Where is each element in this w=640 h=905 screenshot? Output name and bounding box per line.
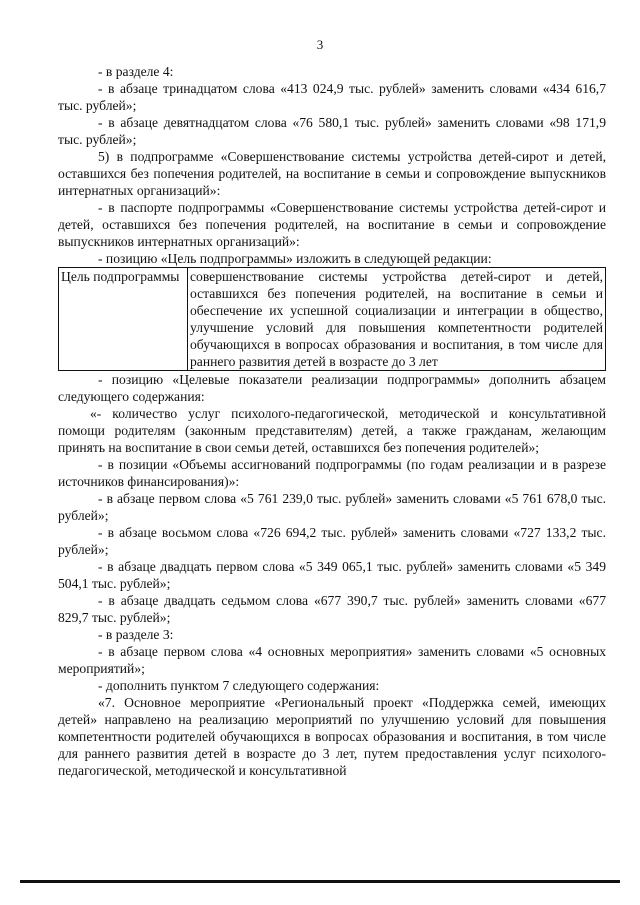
paragraph: - в абзаце двадцать седьмом слова «677 390,7 тыс. рублей» заменить словами «677 829,7 тыс. рублей»; xyxy=(58,593,606,625)
paragraph: - в абзаце двадцать первом слова «5 349 065,1 тыс. рублей» заменить словами «5 349 504,1 тыс. рублей»; xyxy=(58,559,606,591)
table-content-cell: совершенствование системы устройства детей-сирот и детей, оставшихся без попечения родителей, на воспитание в семьи и обеспечение их успешной социализации и интеграции в общество, улучшение условий для повышения компетентности родителей обучающихся в вопросах образования и воспитания, в том числе для раннего развития детей в возрасте до 3 лет xyxy=(188,268,606,371)
paragraph: «7. Основное мероприятие «Региональный проект «Поддержка семей, имеющих детей» направлено на реализацию мероприятий по улучшению условий для повышения компетентности родителей обучающихся в вопросах образования и воспитания, в том числе для раннего развития детей в возрасте до 3 лет, путем предоставления услуг психолого-педагогической, методической и консультативной xyxy=(58,695,606,778)
paragraph: «- количество услуг психолого-педагогической, методической и консультативной помощи родителям (законным представителям) детей, а также гражданам, желающим принять на воспитание в свои семьи детей, оставшихся без попечения родителей»; xyxy=(58,406,606,455)
paragraph: - дополнить пунктом 7 следующего содержания: xyxy=(98,678,380,693)
paragraph: - в абзаце восьмом слова «726 694,2 тыс. рублей» заменить словами «727 133,2 тыс. рублей»; xyxy=(58,525,606,557)
paragraph: - в абзаце первом слова «5 761 239,0 тыс. рублей» заменить словами «5 761 678,0 тыс. рублей»; xyxy=(58,491,606,523)
table-row xyxy=(59,268,606,371)
page-number: 3 xyxy=(316,37,324,52)
paragraph: - позицию «Целевые показатели реализации подпрограммы» дополнить абзацем следующего содержания: xyxy=(58,372,606,404)
subprogram-goal-table xyxy=(58,267,606,371)
table-label-cell: Цель подпрограммы xyxy=(59,268,188,371)
paragraph: 5) в подпрограмме «Совершенствование системы устройства детей-сирот и детей, оставшихся без попечения родителей, на воспитание в семьи и сопровождение выпускников интернатных организаций»: xyxy=(58,149,606,198)
paragraph: - в абзаце тринадцатом слова «413 024,9 тыс. рублей» заменить словами «434 616,7 тыс. рублей»; xyxy=(58,81,606,113)
paragraph: - в абзаце девятнадцатом слова «76 580,1 тыс. рублей» заменить словами «98 171,9 тыс. рублей»; xyxy=(58,115,606,147)
paragraph: - в разделе 3: xyxy=(98,627,174,642)
paragraph: - в позиции «Объемы ассигнований подпрограммы (по годам реализации и в разрезе источников финансирования)»: xyxy=(58,457,606,489)
paragraph: - в паспорте подпрограммы «Совершенствование системы устройства детей-сирот и детей, оставшихся без попечения родителей, на воспитание в семьи и сопровождение выпускников интернатных организаций»: xyxy=(58,200,606,249)
document-body xyxy=(58,63,606,779)
paragraph: - в абзаце первом слова «4 основных мероприятия» заменить словами «5 основных мероприятий»; xyxy=(58,644,606,676)
paragraph: - позицию «Цель подпрограммы» изложить в следующей редакции: xyxy=(98,251,492,266)
paragraph: - в разделе 4: xyxy=(98,64,174,79)
bottom-divider xyxy=(20,880,620,883)
